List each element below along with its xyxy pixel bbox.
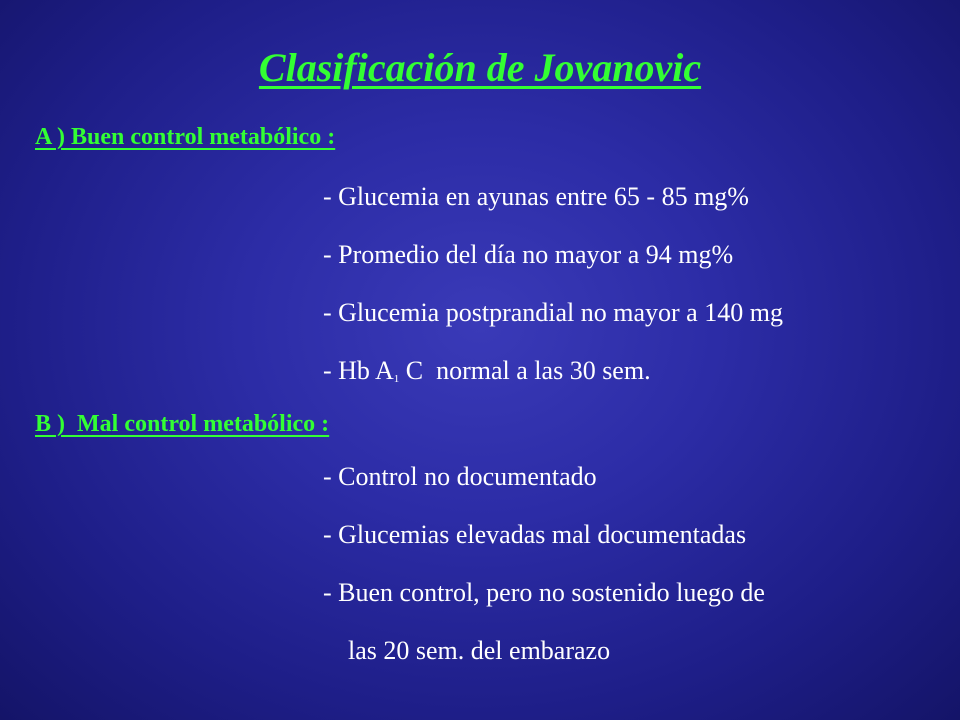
hba1c-prefix: - Hb A [323,356,394,385]
section-b-item-3: - Buen control, pero no sostenido luego de [323,578,765,607]
section-a-item-2: - Promedio del día no mayor a 94 mg% [323,240,734,269]
section-b-item-3-continuation: las 20 sem. del embarazo [348,636,611,665]
hba1c-subscript: 1 [393,373,400,385]
section-a-item-3: - Glucemia postprandial no mayor a 140 mg [323,298,783,327]
section-a-item-hba1c [323,355,651,386]
section-b-item-1: - Control no documentado [323,462,597,491]
slide-title: Clasificación de Jovanovic [258,45,702,90]
hba1c-suffix: C normal a las 30 sem. [399,356,651,385]
section-b-item-2: - Glucemias elevadas mal documentadas [323,520,747,549]
section-b-heading: B ) Mal control metabólico : [35,411,330,437]
section-a-item-1: - Glucemia en ayunas entre 65 - 85 mg% [323,182,749,211]
section-a-heading: A ) Buen control metabólico : [35,124,336,150]
